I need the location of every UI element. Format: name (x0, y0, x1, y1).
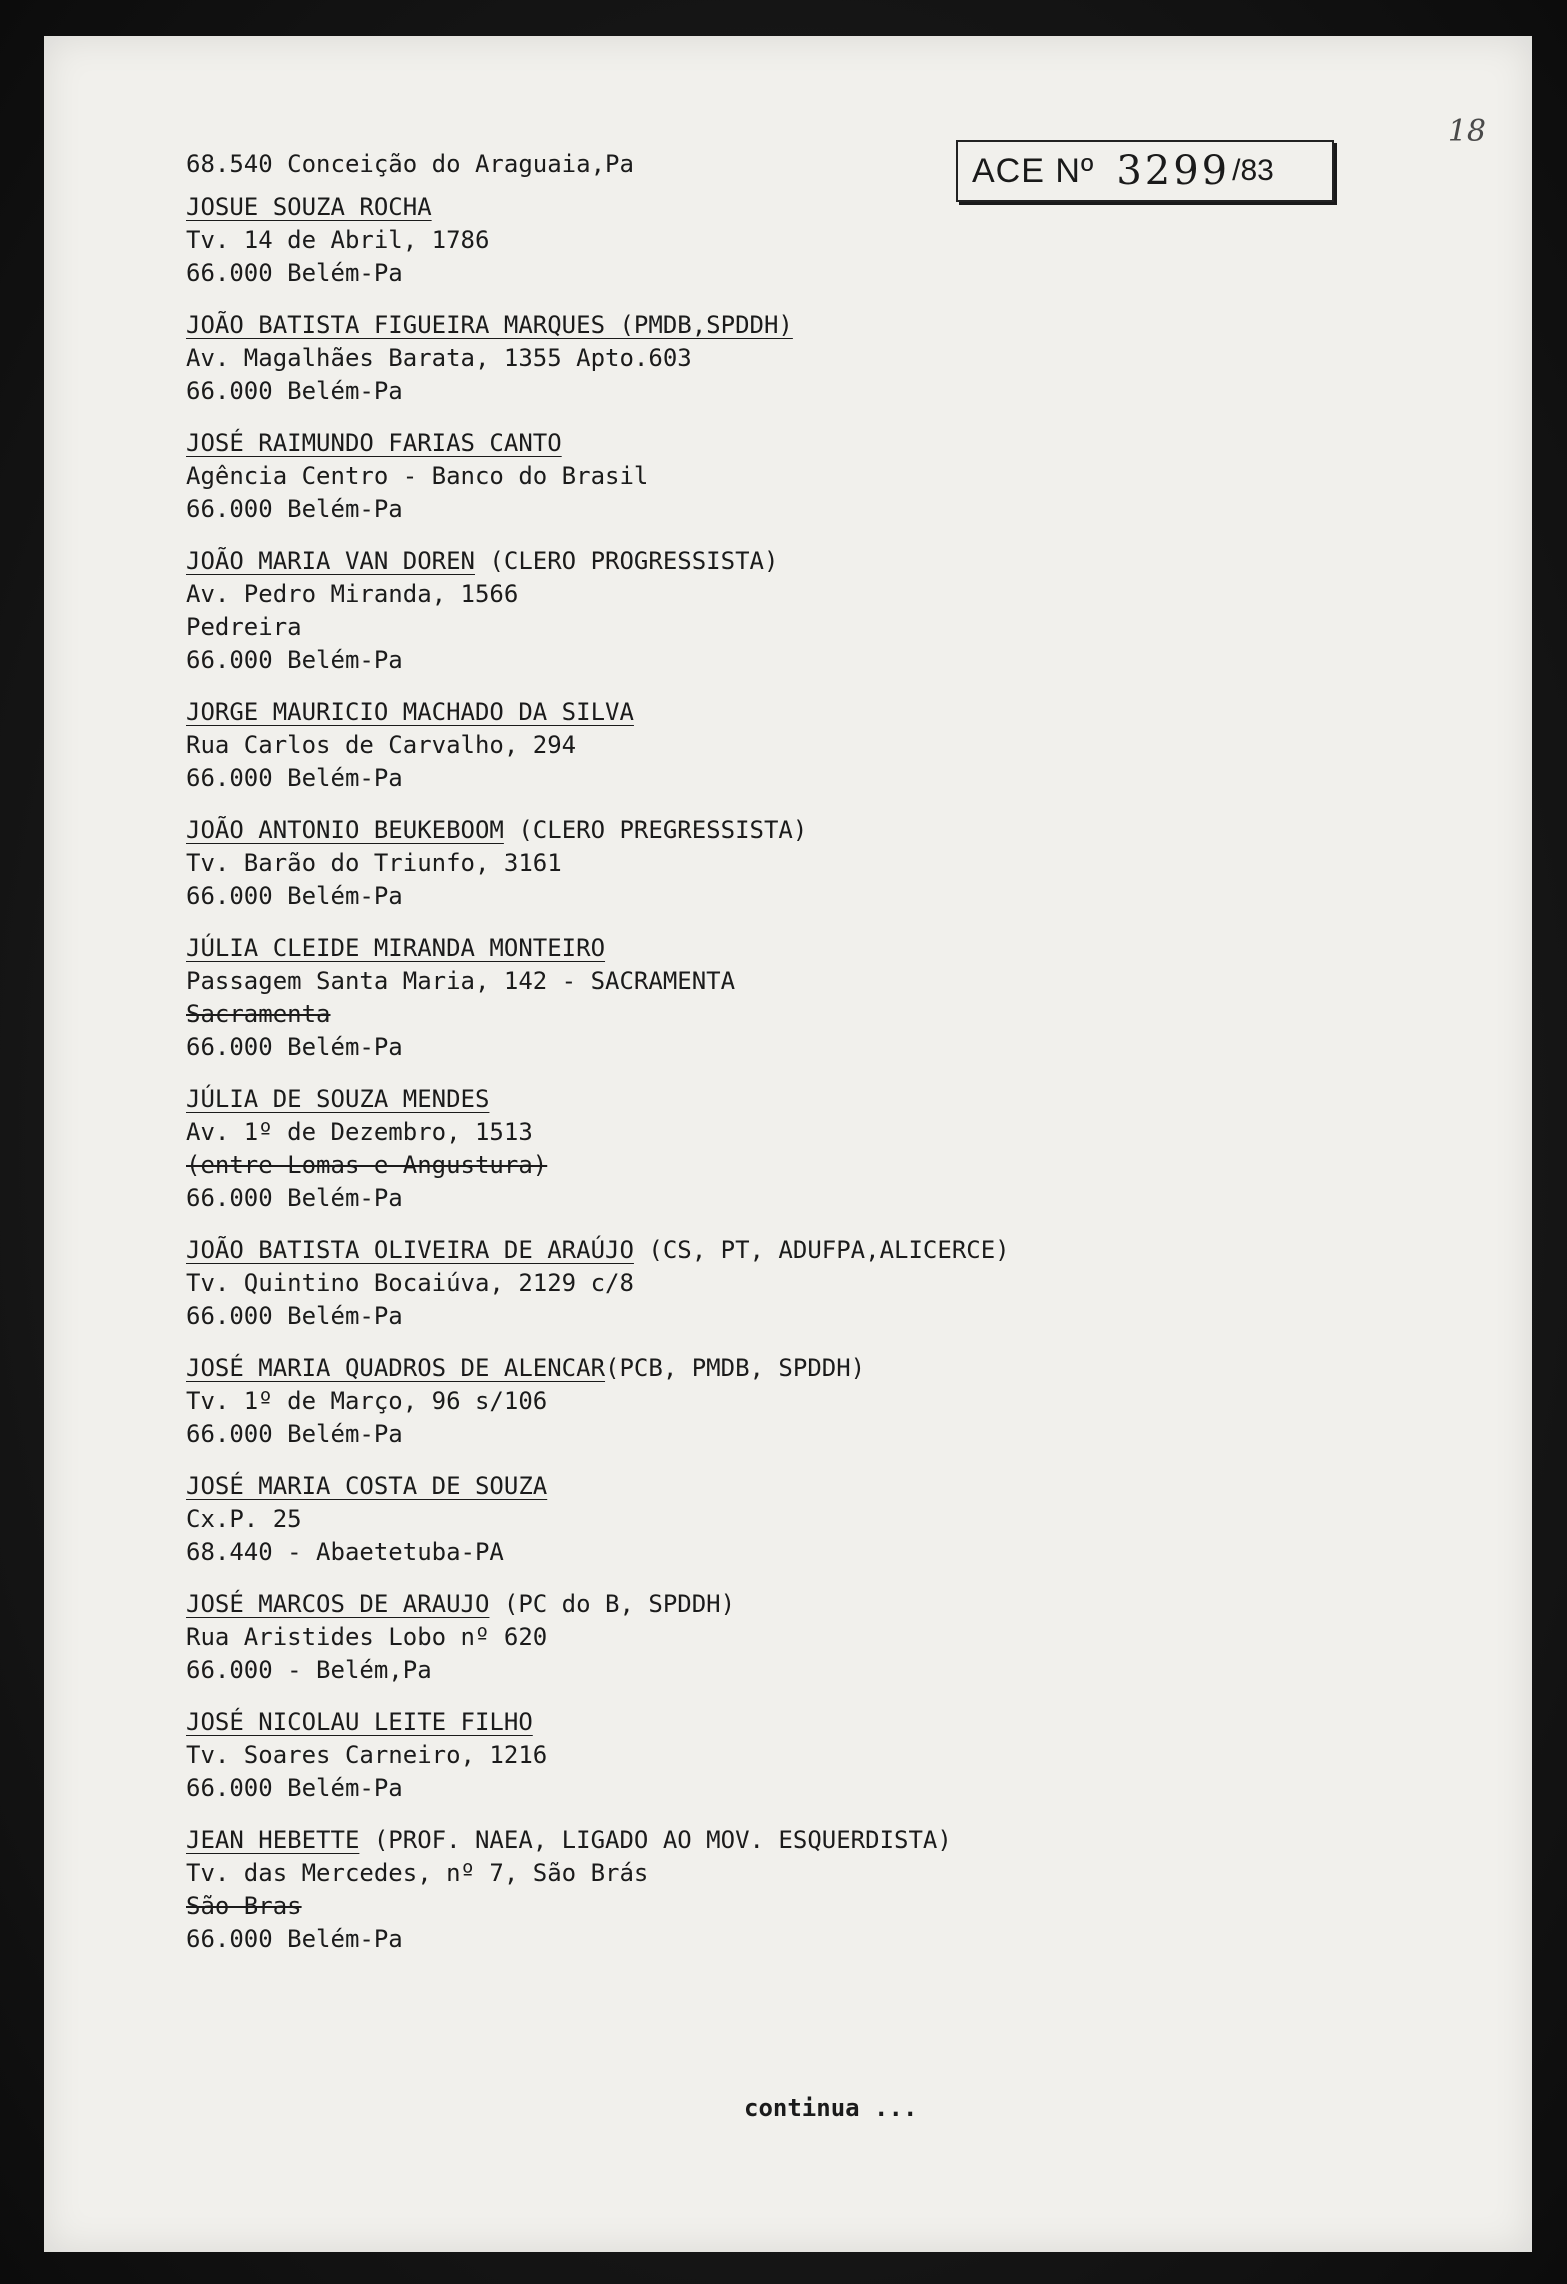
address-line: Tv. Quintino Bocaiúva, 2129 c/8 (186, 1269, 634, 1297)
continua-note: continua ... (744, 2094, 918, 2122)
entry-name-line (186, 696, 1436, 729)
address-entry (186, 932, 1436, 1064)
address-line: 66.000 Belém-Pa (186, 646, 403, 674)
address-entry (186, 1824, 1436, 1956)
entry-name-line (186, 1352, 1436, 1385)
address-entry (186, 814, 1436, 913)
address-line: 66.000 Belém-Pa (186, 1420, 403, 1448)
address-line: 68.540 Conceição do Araguaia,Pa (186, 150, 634, 178)
struck-line (186, 998, 1436, 1031)
address-line: 68.440 - Abaetetuba-PA (186, 1538, 504, 1566)
person-name: JOSUE SOUZA ROCHA (186, 193, 432, 221)
address-line: 66.000 Belém-Pa (186, 1925, 403, 1953)
address-line: 66.000 Belém-Pa (186, 1302, 403, 1330)
address-entry (186, 1083, 1436, 1215)
person-name: JOÃO ANTONIO BEUKEBOOM (186, 816, 504, 844)
entry-name-line (186, 814, 1436, 847)
address-line: 66.000 Belém-Pa (186, 377, 403, 405)
address-line: Av. Magalhães Barata, 1355 Apto.603 (186, 344, 692, 372)
entry-name-line (186, 1706, 1436, 1739)
address-line: Passagem Santa Maria, 142 - SACRAMENTA (186, 967, 736, 995)
struck-text: São Bras (186, 1892, 302, 1920)
address-entry (186, 1706, 1436, 1805)
address-entry (186, 309, 1436, 408)
struck-line (186, 1890, 1436, 1923)
address-entry (186, 427, 1436, 526)
entry-name-line (186, 1083, 1436, 1116)
person-name: JOSÉ MARCOS DE ARAUJO (186, 1590, 490, 1618)
struck-text: (entre Lomas e Angustura) (186, 1151, 548, 1179)
address-line: 66.000 - Belém,Pa (186, 1656, 432, 1684)
affiliation-note: (PROF. NAEA, LIGADO AO MOV. ESQUERDISTA) (359, 1826, 952, 1854)
entry-name-line (186, 1824, 1436, 1857)
person-name: JOSÉ NICOLAU LEITE FILHO (186, 1708, 533, 1736)
person-name: JOÃO BATISTA OLIVEIRA DE ARAÚJO (186, 1236, 634, 1264)
person-name: JÚLIA CLEIDE MIRANDA MONTEIRO (186, 934, 606, 962)
entry-name-line (186, 545, 1436, 578)
folio-number: 18 (1447, 114, 1486, 149)
entry-name-line (186, 932, 1436, 965)
affiliation-note: (CLERO PREGRESSISTA) (503, 816, 808, 844)
affiliation-note: (CLERO PROGRESSISTA) (474, 547, 779, 575)
entry-name-line (186, 1234, 1436, 1267)
affiliation-note: (PCB, PMDB, SPDDH) (605, 1354, 866, 1382)
address-line: 66.000 Belém-Pa (186, 1774, 403, 1802)
address-line: Rua Aristides Lobo nº 620 (186, 1623, 548, 1651)
person-name: JOSÉ RAIMUNDO FARIAS CANTO (186, 429, 562, 457)
address-line: Tv. Soares Carneiro, 1216 (186, 1741, 548, 1769)
affiliation-note: (CS, PT, ADUFPA,ALICERCE) (633, 1236, 1010, 1264)
address-list (186, 148, 1436, 1975)
address-entry (186, 1588, 1436, 1687)
address-line: Rua Carlos de Carvalho, 294 (186, 731, 577, 759)
affiliation-note: (PC do B, SPDDH) (489, 1590, 736, 1618)
address-line: Tv. 1º de Março, 96 s/106 (186, 1387, 548, 1415)
person-name: JÚLIA DE SOUZA MENDES (186, 1085, 490, 1113)
entry-name-line (186, 191, 1436, 224)
person-name: JORGE MAURICIO MACHADO DA SILVA (186, 698, 634, 726)
struck-line (186, 1149, 1436, 1182)
address-line: Tv. Barão do Triunfo, 3161 (186, 849, 562, 877)
address-entry (186, 1470, 1436, 1569)
address-line: 66.000 Belém-Pa (186, 1184, 403, 1212)
address-line: 66.000 Belém-Pa (186, 259, 403, 287)
person-name: JEAN HEBETTE (186, 1826, 360, 1854)
ace-number: 3299 (1116, 148, 1231, 194)
address-line: Agência Centro - Banco do Brasil (186, 462, 649, 490)
address-line: 66.000 Belém-Pa (186, 764, 403, 792)
address-line: 66.000 Belém-Pa (186, 495, 403, 523)
document-page (44, 36, 1532, 2252)
address-entry (186, 1352, 1436, 1451)
address-entry (186, 148, 1436, 181)
struck-text: Sacramenta (186, 1000, 331, 1028)
person-name: JOÃO BATISTA FIGUEIRA MARQUES (PMDB,SPDDH) (186, 311, 793, 339)
address-entry (186, 545, 1436, 677)
ace-year: /83 (1232, 154, 1274, 187)
address-line: Av. 1º de Dezembro, 1513 (186, 1118, 533, 1146)
address-entry (186, 696, 1436, 795)
address-line: Tv. das Mercedes, nº 7, São Brás (186, 1859, 649, 1887)
person-name: JOÃO MARIA VAN DOREN (186, 547, 475, 575)
address-entry (186, 1234, 1436, 1333)
address-line: 66.000 Belém-Pa (186, 1033, 403, 1061)
ace-label: ACE Nº (972, 151, 1095, 190)
address-line: Tv. 14 de Abril, 1786 (186, 226, 490, 254)
address-line: Cx.P. 25 (186, 1505, 302, 1533)
entry-name-line (186, 1588, 1436, 1621)
entry-name-line (186, 309, 1436, 342)
person-name: JOSÉ MARIA QUADROS DE ALENCAR (186, 1354, 606, 1382)
address-line: Pedreira (186, 613, 302, 641)
entry-name-line (186, 1470, 1436, 1503)
address-entry (186, 191, 1436, 290)
entry-name-line (186, 427, 1436, 460)
address-line: 66.000 Belém-Pa (186, 882, 403, 910)
address-line: Av. Pedro Miranda, 1566 (186, 580, 519, 608)
person-name: JOSÉ MARIA COSTA DE SOUZA (186, 1472, 548, 1500)
